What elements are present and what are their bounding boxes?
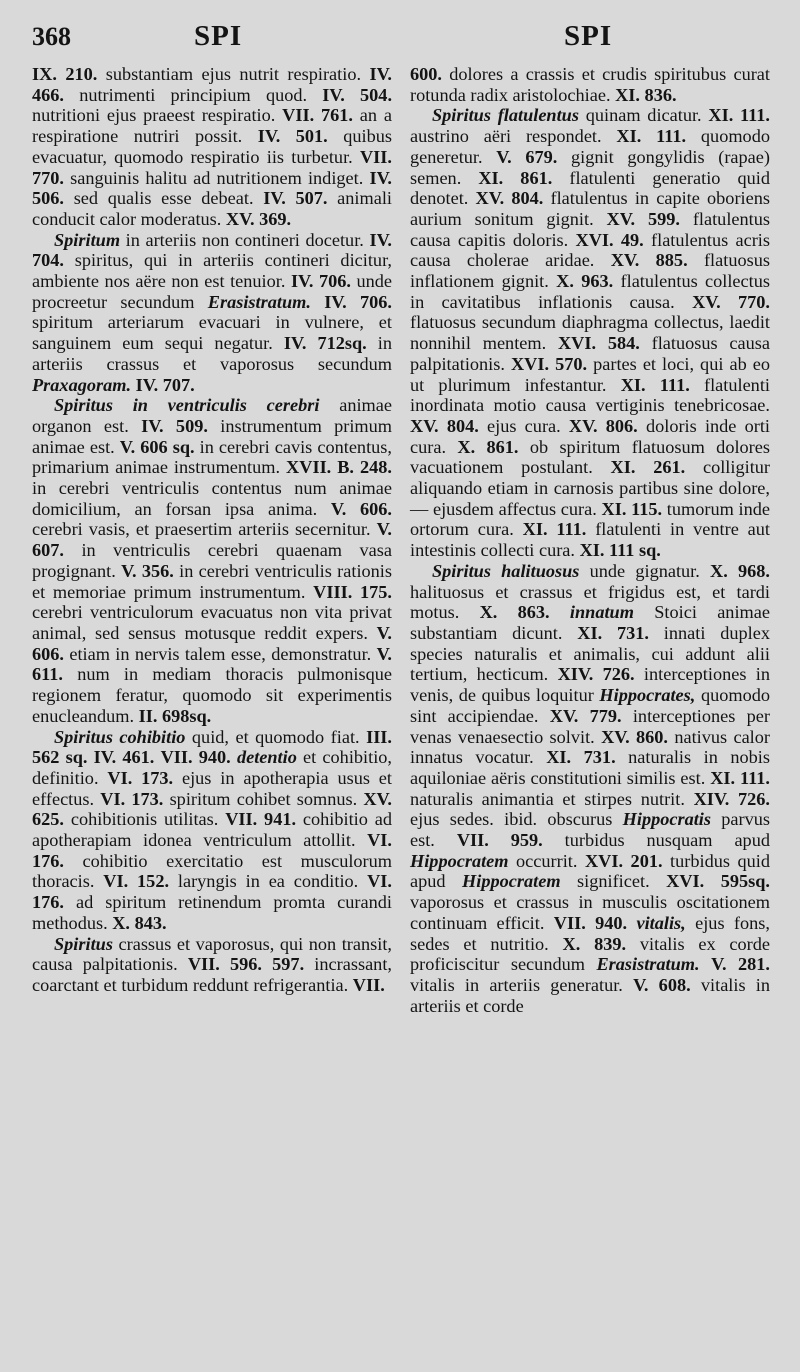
volume-page-reference: XV. 369. [225,208,292,229]
volume-page-reference: VIII. 175. [313,581,392,602]
volume-page-reference: IV. 706. [290,271,351,292]
entry-text: cohibitionis utilitas. [64,809,226,830]
volume-page-reference: XVI. 201. [584,850,663,871]
entry-text: num in mediam thoracis pulmonisque regionem feratur, quomodo sit experimentis enucleandum. [32,664,392,726]
entry-text: interceptiones in venis, de quibus loquitur [410,664,771,706]
volume-page-reference: XI. 111. [710,767,770,788]
lemma-term: Erasistratum. [207,291,311,312]
entry-text [550,602,570,622]
entry-text: vaporosus et crassus in musculis oscitationem continuam efficit. [410,892,770,933]
entry-text: halituosus et crassus et frigidus est, et tardi motus. [410,581,770,623]
volume-page-reference: X. 968. [710,560,770,581]
entry-text: flatulentus in capite oboriens aurium sonitum gignit. [410,188,770,229]
entry-text: ejus cura. [478,415,569,436]
entry-text: quinam dicatur. [578,105,709,126]
lemma-term: Spiritus halituosus [432,560,580,581]
volume-page-reference: XV. 770. [692,291,771,312]
volume-page-reference: XI. 261. [610,457,686,478]
entry-text: partes et loci, qui ab eo ut plurimum infestantur. [410,353,770,395]
entry-text: in cerebri cavis contentus, primarium animae instrumentum. [32,436,392,478]
entry-text: laryngis in ea conditio. [169,871,368,892]
volume-page-reference: XVI. 570. [510,353,588,374]
index-entry [410,561,770,1016]
volume-page-reference: V. 606. [32,622,392,664]
entry-text: flatulentus collectus in cavitatibus inflationis causa. [410,271,770,312]
volume-page-reference: XI. 111. [708,105,770,126]
entry-text: quomodo generetur. [410,126,770,167]
entry-text: unde procreetur secundum [32,271,393,312]
entry-text: animae organon est. [32,395,392,436]
entry-text: occurrit. [508,850,585,871]
entry-text: vitalis in arteriis et corde [410,974,771,1016]
page-header [32,18,770,64]
volume-page-reference: VI. 176. [32,871,392,913]
lemma-term: innatum [569,602,634,623]
volume-page-reference: XVII. B. 248. [286,457,392,478]
volume-page-reference: XV. 860. [601,726,668,747]
volume-page-reference: VII. 941. [225,809,297,830]
index-entry [410,105,770,560]
entry-text: in arteriis crassus et vaporosus secundum [32,333,392,374]
volume-page-reference: XIV. 726. [693,788,771,809]
volume-page-reference: V. 606 sq. [119,436,195,457]
entry-text: quomodo sint accipiendae. [410,685,771,726]
lemma-term: Praxagoram. [32,374,132,395]
volume-page-reference: III. 562 sq. [32,726,392,768]
volume-page-reference: V. 611. [32,643,392,685]
entry-text: flatuosus causa palpitationis. [410,333,771,374]
volume-page-reference: XV. 804. [475,188,544,209]
entry-text: incrassant, coarctant et turbidum reddunt refrigerantia. [32,954,392,995]
index-entry [32,64,392,230]
index-entry [32,934,392,996]
entry-text: flatuosus inflationem gignit. [410,250,770,292]
entry-text: ejus in apotherapia usus et effectus. [32,767,392,809]
entry-text: turbidus quid apud [410,850,770,892]
volume-page-reference: V. 679. [496,146,558,167]
volume-page-reference: IV. 704. [32,229,392,271]
entry-text: ob spiritum flatuosum dolores vacuationem postulant. [410,436,770,478]
lemma-term: Spiritus flatulentus [432,105,579,126]
entry-text: colligitur aliquando etiam in carnosis partibus sine dolore, — ejusdem affectus cura. [410,457,770,519]
right-column [410,64,770,1016]
volume-page-reference: V. 607. [32,519,392,561]
entry-text: innati duplex species naturalis et animalis, cui addunt alii tertium, hecticum. [410,622,770,685]
entry-text: nutritioni ejus praeest respiratio. [32,105,283,126]
running-head-left: SPI [194,20,243,52]
entry-text: instrumentum primum animae est. [32,415,393,457]
lemma-term: vitalis, [636,912,686,933]
volume-page-reference: XV. 625. [32,788,392,830]
entry-text: cohibitio exercitatio est musculorum thoracis. [32,850,392,892]
volume-page-reference: IV. 504. [322,84,393,105]
entry-text: in cerebri ventriculis contentus num animae domicilium, an forsan ipsa anima. [32,478,392,519]
entry-text: parvus est. [410,809,771,851]
volume-page-reference: VII. 770. [32,146,392,188]
volume-page-reference: XVI. 595sq. [666,871,770,892]
entry-text: animali conducit calor moderatus. [32,188,392,229]
entry-text [311,292,324,312]
entry-text: spiritum cohibet somnus. [163,788,364,809]
lemma-term: Hippocratis [622,809,712,830]
entry-text: ejus sedes. ibid. obscurus [410,809,623,830]
volume-page-reference: XI. 861. [478,167,553,188]
index-entry [32,395,392,726]
entry-text [700,954,712,974]
entry-text: interceptiones per venas venaesectio solvit. [410,705,770,747]
volume-page-reference: XI. 731. [577,622,649,643]
entry-text: flatulentus acris causa cholerae aridae. [410,229,770,271]
volume-page-reference: VII. 761. [282,105,353,126]
volume-page-reference: VII. 940. [160,747,231,768]
volume-page-reference: IV. 466. [32,64,392,105]
entry-text: substantiam ejus nutrit respiratio. [97,64,370,84]
volume-page-reference: V. 281. [711,954,770,975]
volume-page-reference: IV. 509. [141,415,208,436]
entry-text: spiritus, qui in arteriis contineri dicitur, ambiente nos aëre non est tenuior. [32,250,392,292]
index-entry [32,230,392,396]
entry-text: flatuosus secundum diaphragma collectus, laedit nonnihil mentem. [410,312,770,354]
volume-page-reference: IV. 501. [257,126,328,147]
volume-page-reference: X. 839. [562,933,627,954]
entry-text: in ventriculis cerebri quaenam vasa progignant. [32,540,392,581]
volume-page-reference: XI. 111 sq. [579,540,661,561]
volume-page-reference: V. 608. [633,974,691,995]
volume-page-reference: XIV. 726. [557,664,635,685]
volume-page-reference: IV. 712sq. [283,333,367,354]
lemma-term: Spiritus in ventriculis cerebri [54,395,320,416]
volume-page-reference: XVI. 49. [575,229,644,250]
volume-page-reference: V. 356. [121,560,174,581]
entry-text: flatulentus causa capitis doloris. [410,208,770,250]
entry-text: tumorum inde ortorum cura. [410,498,770,540]
volume-page-reference: IV. 707. [135,374,195,395]
entry-text: austrino aëri respondet. [410,126,617,147]
volume-page-reference: 600. [410,64,442,84]
lemma-term: Spiritus [54,933,113,954]
page-number: 368 [32,22,71,51]
lemma-term: Hippocratem [462,871,561,892]
volume-page-reference: XV. 885. [610,250,688,271]
volume-page-reference: V. 606. [330,498,392,519]
volume-page-reference: VI. 173. [107,767,174,788]
entry-text: an a respiratione nutriri possit. [32,105,392,147]
volume-page-reference: VI. 176. [32,830,392,871]
entry-text: etiam in nervis talem esse, demonstratur. [64,643,377,664]
volume-page-reference: II. 698sq. [138,705,212,726]
volume-page-reference: XI. 731. [546,747,616,768]
volume-page-reference: XV. 804. [410,415,479,436]
entry-text: ejus fons, sedes et nutritio. [410,912,770,954]
left-column [32,64,392,1016]
entry-text: flatulenti generatio quid denotet. [410,167,771,209]
volume-page-reference: XV. 599. [606,208,680,229]
lemma-term: Erasistratum. [596,954,700,975]
entry-text: nativus calor innatus vocatur. [410,726,770,768]
entry-text: crassus et vaporosus, qui non transit, causa palpitationis. [32,933,392,975]
volume-page-reference: IV. 506. [32,167,392,209]
lemma-term: Hippocratem [410,850,509,871]
entry-text: Stoici animae substantiam dicunt. [410,602,770,643]
volume-page-reference: IV. 507. [263,188,328,209]
entry-text: in arteriis non contineri docetur. [120,229,370,250]
entry-text: cerebri ventriculorum evacuatus non vita privat animal, sed sensus motusque reddit expers. [32,602,392,643]
index-entry [410,64,770,105]
volume-page-reference: X. 843. [112,912,167,933]
entry-text: sanguinis halitu ad nutritionem indiget. [64,167,370,188]
lemma-term: Hippocrates, [599,685,696,706]
volume-page-reference: XVI. 584. [557,333,640,354]
entry-text: flatulenti in ventre aut intestinis collecti cura. [410,519,770,561]
entry-text: ad spiritum retinendum promta curandi methodus. [32,892,392,933]
volume-page-reference: IV. 706. [324,291,392,312]
volume-page-reference: X. 963. [556,271,614,292]
volume-page-reference: IX. 210. [32,64,98,84]
entry-text: quibus evacuatur, quomodo respiratio iis turbetur. [32,126,393,167]
volume-page-reference: XI. 836. [615,84,677,105]
entry-text: sed qualis esse debeat. [64,188,264,209]
volume-page-reference: IV. 461. [93,747,155,768]
entry-text: naturalis in nobis aquiloniae aëris constitutioni similis est. [410,747,770,788]
volume-page-reference: VI. 173. [100,788,164,809]
volume-page-reference: VII. 959. [456,830,543,851]
lemma-term: Spiritum [54,229,121,250]
entry-text: vitalis in arteriis generatur. [410,974,634,995]
volume-page-reference: XV. 779. [549,705,622,726]
volume-page-reference: X. 863. [479,602,550,623]
running-head-right: SPI [564,20,613,52]
entry-text: doloris inde orti cura. [410,415,771,457]
volume-page-reference: VI. 152. [103,871,170,892]
index-columns [32,64,770,1016]
entry-text: spiritum arteriarum evacuari in vulnere, et sanguinem eum sequi negatur. [32,312,392,354]
entry-text: unde gignatur. [579,560,711,581]
volume-page-reference: XI. 111. [620,374,690,395]
entry-text: nutrimenti principium quod. [64,84,323,105]
index-entry [32,727,392,934]
entry-text: in cerebri ventriculis rationis et memoriae primum instrumentum. [32,560,392,602]
entry-text: vitalis ex corde proficiscitur secundum [410,933,771,975]
volume-page-reference: XI. 111. [522,519,587,540]
volume-page-reference: VII. [352,974,385,995]
entry-text: cerebri vasis, et praesertim arteriis secernitur. [32,519,377,540]
entry-text: quid, et quomodo fiat. [185,726,367,747]
volume-page-reference: VII. 596. 597. [187,954,305,975]
entry-text: cohibitio ad apotherapiam idonea ventriculum attollit. [32,809,392,851]
volume-page-reference: VII. 940. [553,912,628,933]
entry-text: gignit gongylidis (rapae) semen. [410,146,770,188]
entry-text: turbidus nusquam apud [542,830,770,851]
volume-page-reference: XI. 115. [601,498,663,519]
volume-page-reference: X. 861. [457,436,519,457]
entry-text: et cohibitio, definitio. [32,747,392,788]
entry-text: naturalis animantia et stirpes nutrit. [410,788,694,809]
entry-text: dolores a crassis et crudis spiritubus curat rotunda radix aristolochiae. [410,64,770,105]
lemma-term: Spiritus cohibitio [54,726,186,747]
lemma-term: detentio [236,747,297,768]
volume-page-reference: XV. 806. [568,415,638,436]
entry-text: flatulenti inordinata motio causa vertiginis tenebricosae. [410,374,770,416]
entry-text: significet. [560,871,667,892]
volume-page-reference: XI. 111. [616,126,687,147]
